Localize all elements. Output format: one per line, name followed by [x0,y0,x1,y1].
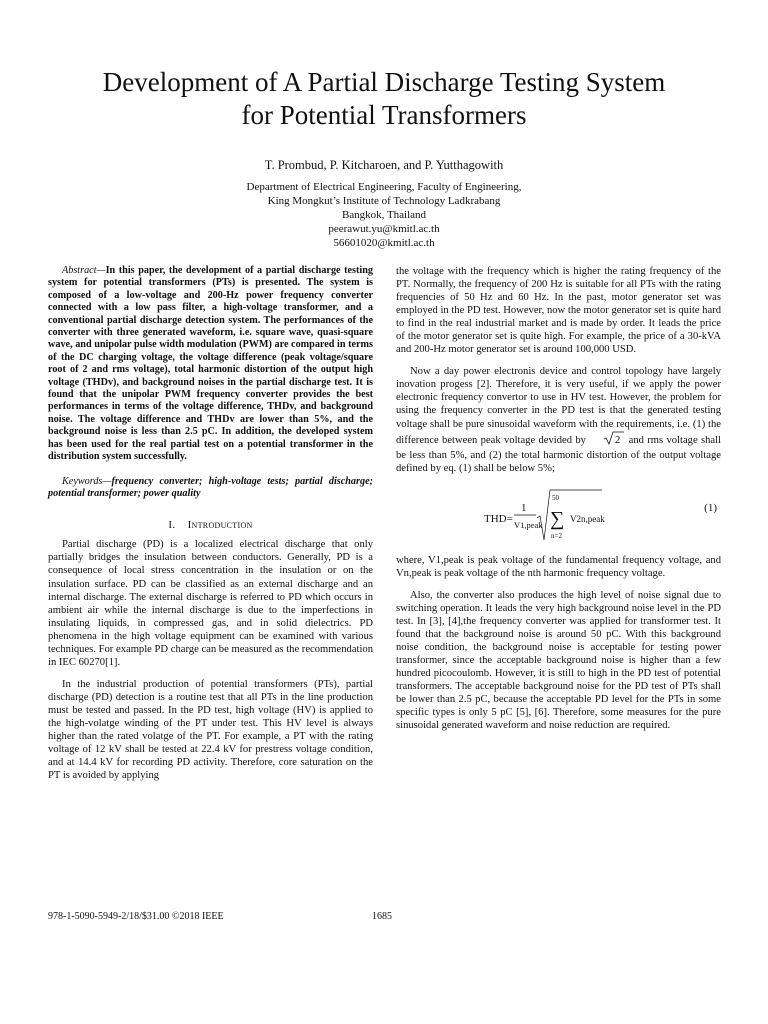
keywords [48,476,373,501]
affiliation-block [0,180,768,250]
keywords-label: Keywords— [62,475,112,487]
equation-denominator: V1,peak [514,519,543,530]
page-number: 1685 [372,911,392,922]
abstract-text: In this paper, the development of a partial discharge testing system for potential transformers (PTs) is presented. The system is composed of a low-voltage and 200-Hz power frequency converter connected with a low pass filter, a high-voltage transformer, and a conventional partial discharge detection system. The performances of the converter with three generated waveform, i.e. square wave, quasi-square wave, and unipolar pulse width modulation (PWM) are compared in terms of the DC charging voltage, the voltage difference (peak voltage/square root of 2 and rms voltage), total harmonic distortion of the output high voltage (THDv), and background noises in the partial discharge test. It is found that the unipolar PWM frequency converter provides the best performances in terms of the voltage difference, THDv, and background noise. The voltage difference and THDv are lower than 5%, and the background noise is less than 2.5 pC. In addition, the developed system has been used for the real partial test on a potential transformer in the distribution system successfully. [48,265,373,463]
equation-body [484,488,634,550]
equation-lhs: THD= [484,512,513,525]
paragraph-text: and rms voltage shall be less than 5%, and (2) the total harmonic distortion of the output voltage defined by eq. (1) shall be below 5%; [396,434,721,474]
sqrt-2-symbol [589,431,625,449]
sum-lower-limit: n=2 [551,531,562,540]
author-list: T. Prombud, P. Kitcharoen, and P. Yutthagowith [264,158,504,172]
paragraph-text: Now a day power electronis device and control topology have largely inovation progess [2]. Therefore, it is very useful, if we apply the power electronic frequency convertor to use in HV test. However, the problem for using the frequency converter in the PD test is that the generated testing voltage shall be pure sinusoidal waveform with the requirements, i.e. (1) the difference between peak voltage devided by [396,366,721,446]
right-paragraph-3: where, V1,peak is peak voltage of the fundamental frequency voltage, and Vn,peak is peak voltage of the nth harmonic frequency voltage. [396,554,721,579]
title-line-2: for Potential Transformers [241,100,527,130]
keywords-text: frequency converter; high-voltage tests; partial discharge; potential transformer; power quality [48,475,373,499]
right-paragraph-1: the voltage with the frequency which is higher the rating frequency of the PT. Normally, the frequency of 200 Hz is suitable for all PTs with the rating frequencies of 50 Hz and 60 Hz. In the past, motor generator set was employed in the PD test. However, now the motor generator set is quite hard to find in the real industrial market and is made by order. It leads the price of the motor generator set is quite high. For example, the price of a 30-kVA and 200-Hz motor generator set is around 100,000 USD. [396,266,721,356]
affiliation-line: King Mongkut’s Institute of Technology Ladkrabang [267,195,501,207]
affiliation-line: Bangkok, Thailand [341,209,427,221]
left-column [48,265,373,782]
affiliation-line: Department of Electrical Engineering, Faculty of Engineering, [246,181,522,193]
section-title: Introduction [187,519,253,532]
right-paragraph-4: Also, the converter also produces the high level of noise signal due to switching operation. It leads the very high background noise level in the PD test. In [3], [4],the frequency converter was applied for transformer test. It found that the background noise is around 50 pC. With this background noise condition, the background noise is acceptable for testing power transformer, since the acceptable background noise is higher than a few hundred picocoulomb. However, it is still to high in the PD test of potential transformers. The acceptable background noise for the PD test of PTs shall be lower than 2.5 pC, because the acceptable PD level for the PTs in some specific types is only 5 pC [5], [6]. Therefore, some measures for the pure sinusoidal generated waveform and noise reduction are required. [396,589,721,732]
copyright-notice: 978-1-5090-5949-2/18/$31.00 ©2018 IEEE [48,911,224,922]
equation-term: V2n,peak [570,513,605,524]
right-column [396,265,721,732]
right-paragraph-2 [396,365,721,474]
section-heading [48,519,373,532]
sqrt-2-digit: 2 [615,434,621,445]
section-number: I. [168,519,176,532]
intro-paragraph-1: Partial discharge (PD) is a localized electrical discharge that only partially bridges the insulation between conductors. Generally, PD is a consequence of local stress concentration in the insulation or on the insulation surface. PD can be classified as an external discharge and an internal discharge. The external discharge is referred to PD which occurs in ambient air while the internal discharge is due to the imperfections in insulating liquids, in compressed gas, and in solid dielectrics. PD phenomena in the high voltage equipment can be examined with various techniques. For example PD charge can be measured as the recommendation in IEC 60270[1]. [48,539,373,668]
paper-title [20,66,748,132]
abstract [48,265,373,464]
equation-number: (1) [704,501,717,514]
sum-upper-limit: 50 [552,493,559,502]
abstract-label: Abstract— [62,265,106,276]
title-line-1: Development of A Partial Discharge Testing System [102,67,666,97]
equation-numerator: 1 [521,501,527,514]
email-address: peerawut.yu@kmitl.ac.th [328,223,440,235]
email-address: 56601020@kmitl.ac.th [333,237,435,249]
summation-symbol: ∑ [550,507,565,530]
intro-paragraph-2: In the industrial production of potential transformers (PTs), partial discharge (PD) detection is a routine test that all PTs in the line production must be tested and passed. In the PD test, high voltage (HV) is applied to the high-volatge winding of the PT under test. This HV level is always higher than the rated volatge of the PT. For example, a PT with the rating voltage of 12 kV shall be tested at 22.4 kV for prestress voltage condition, and at 14.4 kV for recording PD activity. Therefore, core saturation on the PT is avoided by applying [48,678,373,782]
thd-equation [396,482,721,546]
